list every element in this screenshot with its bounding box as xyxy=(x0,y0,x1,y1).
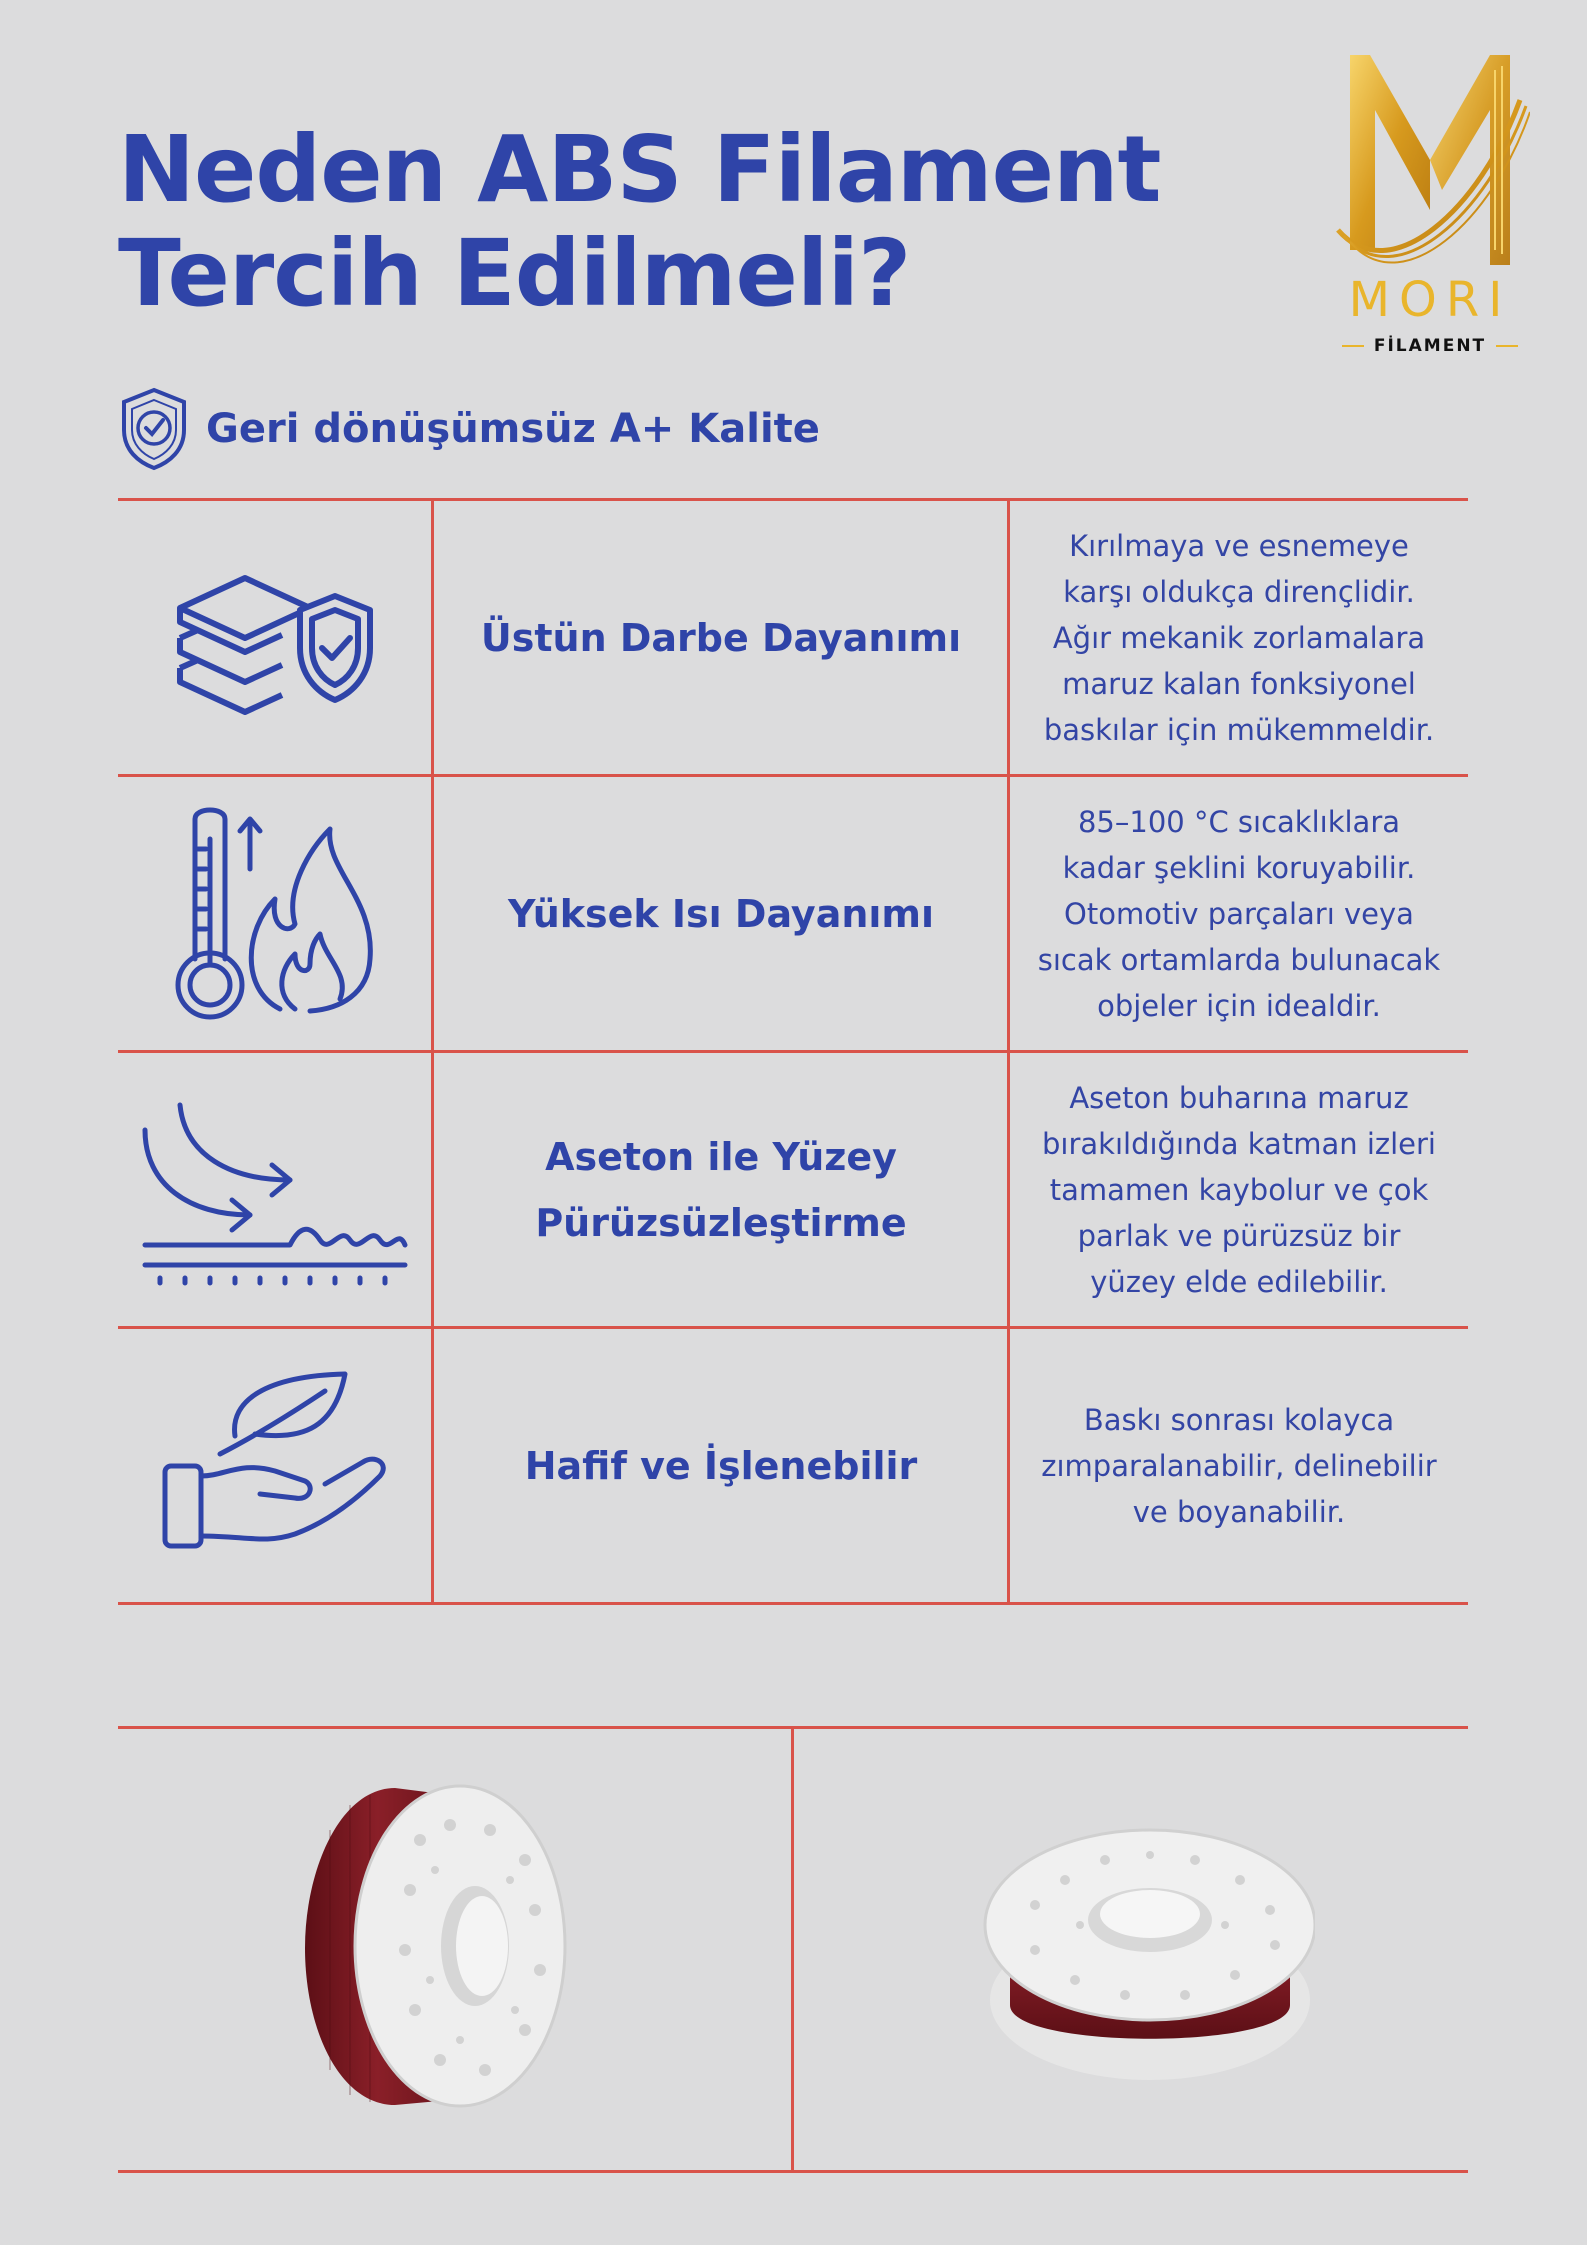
quality-badge-label: Geri dönüşümsüz A+ Kalite xyxy=(206,406,820,452)
feature-row xyxy=(118,1052,1468,1328)
shield-check-icon xyxy=(118,386,190,472)
feature-title: Üstün Darbe Dayanımı xyxy=(480,616,962,660)
brand-name: MORI xyxy=(1348,272,1512,328)
filament-spool-side-image xyxy=(300,1770,570,2120)
smoothing-arrows-icon xyxy=(140,1075,410,1305)
feature-table xyxy=(118,498,1468,1608)
feature-description: 85–100 °C sıcaklıklara kadar şeklini koruyabilir. Otomotiv parçaları veya sıcak ortamlarda bulunacak objeler için idealdir. xyxy=(1037,805,1441,1023)
feature-description: Aseton buharına maruz bırakıldığında katman izleri tamamen kaybolur ve çok parlak ve pürüzsüz bir yüzey elde edilebilir. xyxy=(1042,1081,1436,1299)
brand-tagline: FİLAMENT xyxy=(1330,336,1530,356)
filament-spool-top-image xyxy=(975,1810,1315,2090)
feature-description: Kırılmaya ve esnemeye karşı oldukça dirençlidir. Ağır mekanik zorlamalara maruz kalan fonksiyonel baskılar için mükemmeldir. xyxy=(1043,529,1435,747)
feature-row xyxy=(118,500,1468,776)
layers-shield-icon xyxy=(170,548,380,728)
quality-badge xyxy=(118,386,820,472)
feature-title: Yüksek Isı Dayanımı xyxy=(507,892,935,936)
page-title xyxy=(118,118,1161,326)
feather-hand-icon xyxy=(155,1366,395,1566)
feature-row xyxy=(118,1328,1468,1604)
feature-title: Hafif ve İşlenebilir xyxy=(524,1444,918,1488)
thermometer-flame-icon xyxy=(170,799,380,1029)
feature-title: Aseton ile Yüzey Pürüzsüzleştirme xyxy=(535,1135,907,1245)
page-title-line2: Tercih Edilmeli? xyxy=(118,220,911,327)
feature-description: Baskı sonrası kolayca zımparalanabilir, delinebilir ve boyanabilir. xyxy=(1041,1403,1437,1529)
feature-row xyxy=(118,776,1468,1052)
page-title-line1: Neden ABS Filament xyxy=(118,116,1161,223)
